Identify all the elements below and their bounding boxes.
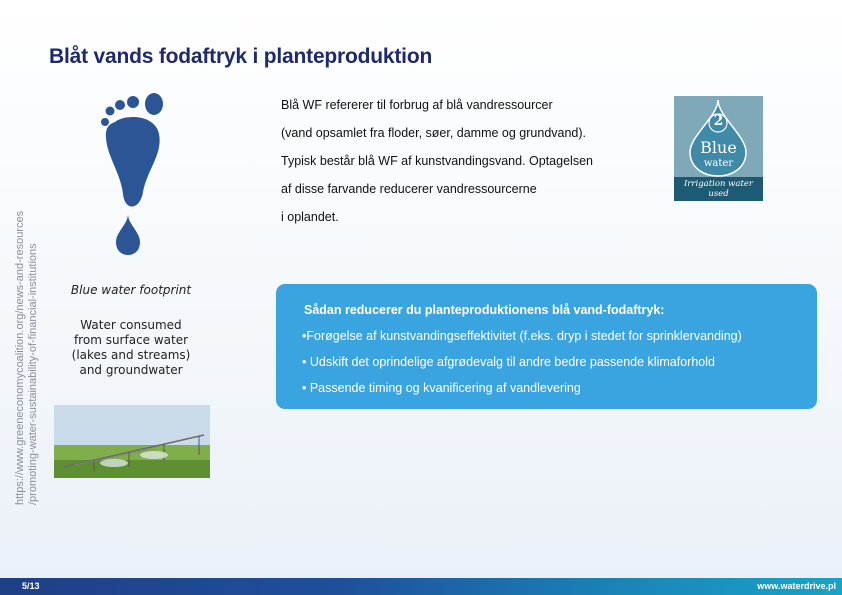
footprint-description [56,318,206,378]
intro-line: i oplandet. [281,210,339,224]
tips-item: • Udskift det oprindelige afgrødevalg til andre bedre passende klimaforhold [302,355,715,369]
page-number: 5/13 [22,581,40,591]
badge-sub: water [703,158,734,169]
intro-line: Blå WF refererer til forbrug af blå vandressourcer [281,98,553,112]
intro-line: Typisk består blå WF af kunstvandingsvand. Optagelsen [281,154,593,168]
source-url-line-1: https://www.greeneconomycoalition.org/news-and-resources [14,210,26,505]
badge-word: Blue [700,138,737,157]
tips-box [276,284,817,409]
footprint-icon [95,92,167,257]
footprint-desc-line: from surface water [73,333,189,347]
footprint-desc-line: (lakes and streams) [71,348,191,362]
intro-line: (vand opsamlet fra floder, søer, damme og grundvand). [281,126,587,140]
slide-title: Blåt vands fodaftryk i planteproduktion [49,45,433,68]
footprint-caption: Blue water footprint [70,283,192,297]
blue-water-badge [674,96,763,201]
intro-text [281,91,661,231]
badge-caption-line: Irrigation water [684,179,753,189]
intro-line: af disse farvande reducerer vandressourcerne [281,182,537,196]
center-pivot-irrigation-image [54,405,210,478]
irrigation-photo [54,405,210,478]
website-link[interactable]: www.waterdrive.pl [757,581,836,591]
source-url[interactable] [14,175,40,505]
footprint-desc-line: and groundwater [79,363,183,377]
badge-number: 2 [713,113,724,129]
footer-bar [0,578,842,595]
badge-caption [674,177,763,201]
footprint-desc-line: Water consumed [80,318,182,332]
source-url-line-2: /promoting-water-sustainability-of-financial-institutions [27,243,39,505]
tips-item: • Passende timing og kvanificering af vandlevering [302,381,581,395]
badge-caption-line: used [708,189,729,199]
tips-item: •Forøgelse af kunstvandingseffektivitet (f.eks. dryp i stedet for sprinklervanding) [302,329,742,343]
tips-heading: Sådan reducerer du planteproduktionens blå vand-fodaftryk: [304,303,665,317]
